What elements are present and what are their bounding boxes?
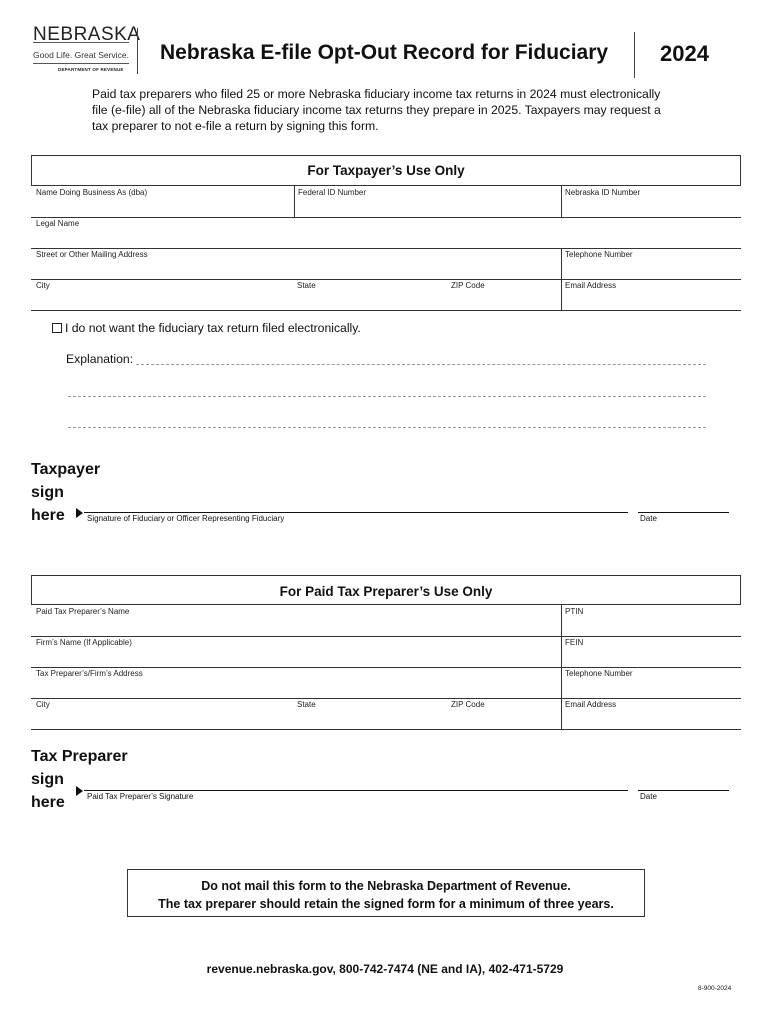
legal-name-field[interactable] xyxy=(31,218,741,248)
opt-out-checkbox[interactable] xyxy=(52,323,62,333)
email-field[interactable] xyxy=(562,280,741,310)
preparer-state-field-label: State xyxy=(297,700,316,709)
taxpayer-section-heading: For Taxpayer’s Use Only xyxy=(31,155,741,186)
row-line xyxy=(31,310,741,311)
preparer-sign-heading xyxy=(31,745,128,814)
intro-line: tax preparer to not e-file a return by signing this form. xyxy=(92,119,379,133)
zip-field-label: ZIP Code xyxy=(451,281,485,290)
form-year: 2024 xyxy=(660,41,709,66)
fein-field-label: FEIN xyxy=(565,638,584,647)
ptin-field[interactable] xyxy=(562,606,741,636)
preparer-signature-label: Paid Tax Preparer’s Signature xyxy=(87,792,194,801)
city-field-label: City xyxy=(36,281,50,290)
logo-tagline: Good Life. Great Service. xyxy=(33,50,129,60)
preparer-signature-line[interactable] xyxy=(84,790,628,791)
street-field-label: Street or Other Mailing Address xyxy=(36,250,148,259)
preparer-email-field[interactable] xyxy=(562,699,741,729)
nebraska-id-field-label: Nebraska ID Number xyxy=(565,188,641,197)
preparer-city-state-zip-field[interactable] xyxy=(31,699,560,729)
sign-heading-line: sign xyxy=(31,484,64,501)
city-state-zip-field[interactable] xyxy=(31,280,560,310)
logo-department: DEPARTMENT OF REVENUE xyxy=(58,67,124,72)
preparer-city-field-label: City xyxy=(36,700,50,709)
sign-heading-line: here xyxy=(31,507,65,524)
arrow-icon xyxy=(76,508,83,518)
preparer-telephone-field-label: Telephone Number xyxy=(565,669,633,678)
telephone-field-label: Telephone Number xyxy=(565,250,633,259)
federal-id-field-label: Federal ID Number xyxy=(298,188,367,197)
preparer-address-field-label: Tax Preparer’s/Firm’s Address xyxy=(36,669,143,678)
preparer-telephone-field[interactable] xyxy=(562,668,741,698)
firm-name-field[interactable] xyxy=(31,637,560,667)
preparer-date-label: Date xyxy=(640,792,657,801)
explanation-line[interactable] xyxy=(136,364,706,365)
logo-divider xyxy=(33,42,129,43)
header-separator-left xyxy=(137,28,138,74)
firm-name-field-label: Firm’s Name (If Applicable) xyxy=(36,638,132,647)
taxpayer-date-label: Date xyxy=(640,514,657,523)
header-separator-right xyxy=(634,32,635,78)
intro-line: Paid tax preparers who filed 25 or more Nebraska fiduciary income tax returns in 2024 must electronically xyxy=(92,87,661,101)
opt-out-label: I do not want the fiduciary tax return filed electronically. xyxy=(65,321,361,335)
telephone-field[interactable] xyxy=(562,249,741,279)
preparer-name-field-label: Paid Tax Preparer’s Name xyxy=(36,607,130,616)
taxpayer-date-line[interactable] xyxy=(638,512,729,513)
notice-line: Do not mail this form to the Nebraska Department of Revenue. xyxy=(201,879,571,893)
state-field-label: State xyxy=(297,281,316,290)
form-title: Nebraska E-file Opt-Out Record for Fiduciary xyxy=(160,41,609,64)
taxpayer-signature-label: Signature of Fiduciary or Officer Representing Fiduciary xyxy=(87,514,285,523)
street-field[interactable] xyxy=(31,249,560,279)
sign-heading-line: sign xyxy=(31,771,64,788)
fein-field[interactable] xyxy=(562,637,741,667)
preparer-date-line[interactable] xyxy=(638,790,729,791)
footer-contact: revenue.nebraska.gov, 800-742-7474 (NE and IA), 402-471-5729 xyxy=(206,962,564,976)
logo-divider-lower xyxy=(33,63,129,64)
email-field-label: Email Address xyxy=(565,281,617,290)
intro-paragraph xyxy=(92,86,692,134)
explanation-label: Explanation: xyxy=(66,352,134,366)
preparer-email-field-label: Email Address xyxy=(565,700,617,709)
sign-heading-line: Tax Preparer xyxy=(31,748,128,765)
explanation-line[interactable] xyxy=(68,396,706,397)
notice-line: The tax preparer should retain the signed form for a minimum of three years. xyxy=(158,897,614,911)
sign-heading-line: Taxpayer xyxy=(31,461,101,478)
preparer-name-field[interactable] xyxy=(31,606,560,636)
arrow-icon xyxy=(76,786,83,796)
dba-field[interactable] xyxy=(31,186,741,217)
preparer-address-field[interactable] xyxy=(31,668,560,698)
retention-notice-box xyxy=(127,869,645,917)
preparer-section-heading: For Paid Tax Preparer’s Use Only xyxy=(31,575,741,605)
legal-name-field-label: Legal Name xyxy=(36,219,80,228)
form-number: 8-900-2024 xyxy=(698,985,732,992)
explanation-line[interactable] xyxy=(68,427,706,428)
nebraska-logo-name: NEBRASKA xyxy=(33,24,141,45)
ptin-field-label: PTIN xyxy=(565,607,584,616)
preparer-zip-field-label: ZIP Code xyxy=(451,700,485,709)
sign-heading-line: here xyxy=(31,794,65,811)
row-line xyxy=(31,729,741,730)
dba-field-label: Name Doing Business As (dba) xyxy=(36,188,148,197)
intro-line: file (e-file) all of the Nebraska fiduciary income tax returns they prepare in 2025. Taxpayers may request a xyxy=(92,103,661,117)
taxpayer-signature-line[interactable] xyxy=(84,512,628,513)
